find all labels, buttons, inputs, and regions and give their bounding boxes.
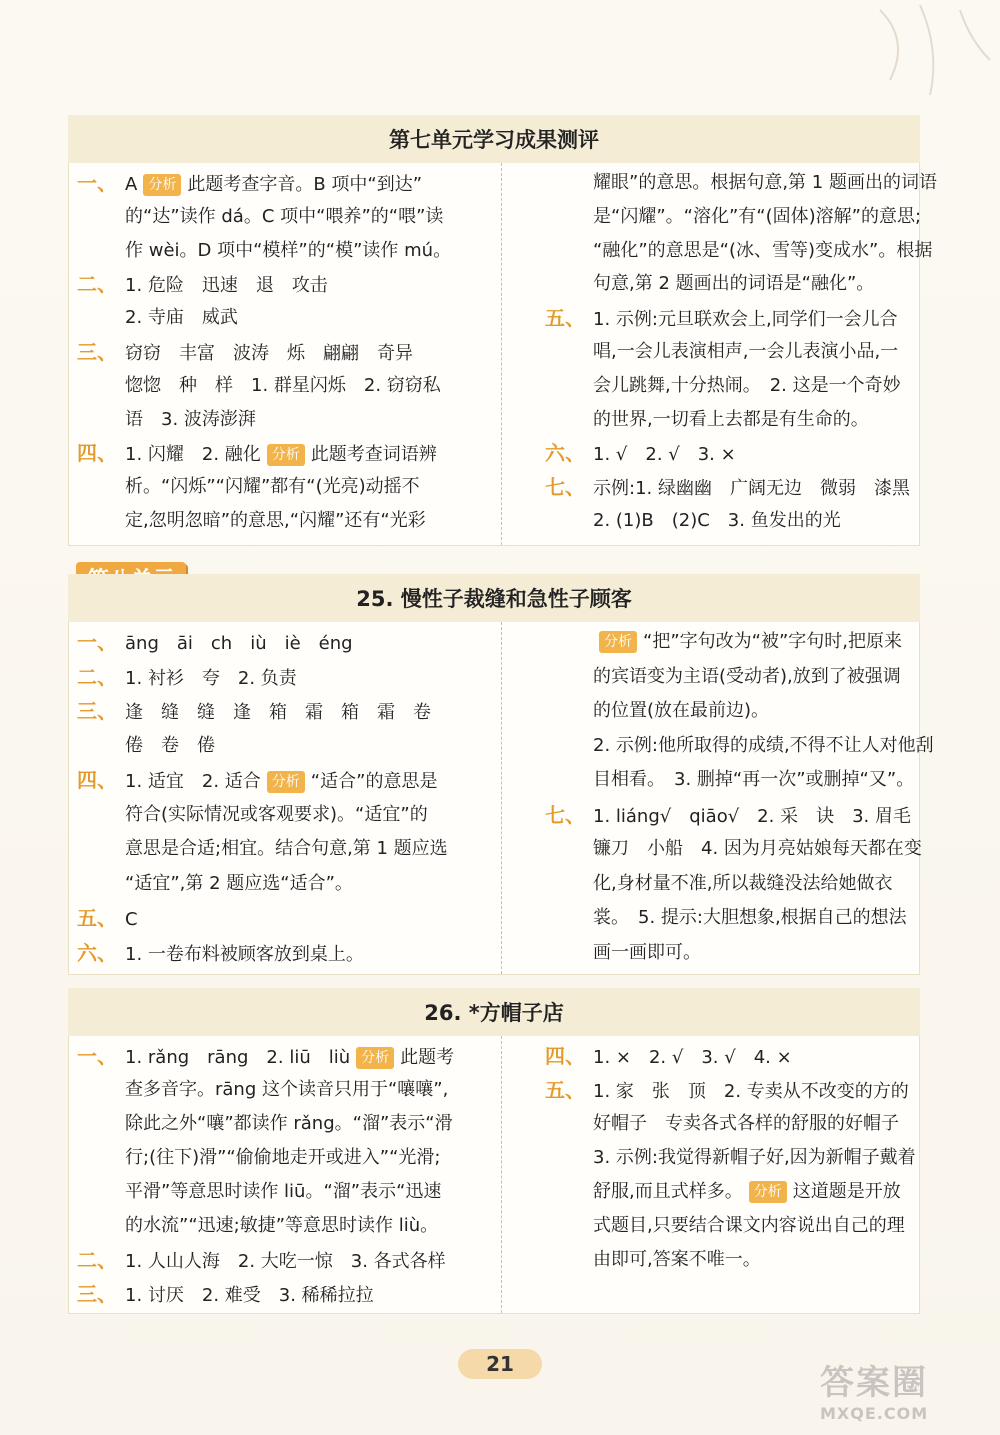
answer-line [545,936,917,970]
answer-text: 2. (1)B (2)C 3. 鱼发出的光 [593,510,841,531]
answer-line [77,1141,497,1175]
question-number: 七、 [545,802,585,827]
question-number: 三、 [77,1282,117,1306]
answer-text: 1. 人山人海 2. 大吃一惊 3. 各式各样 [125,1251,446,1272]
answer-line [545,267,917,301]
answer-line [545,1175,917,1209]
answer-line [545,832,922,866]
answer-text: 1. √ 2. √ 3. × [593,444,736,466]
answer-line [77,832,497,866]
question-number: 一、 [77,171,117,195]
analysis-tag: 分析 [599,631,637,653]
answer-line [545,200,922,234]
watermark-logo [820,1355,980,1425]
answer-text: 析。“闪烁”“闪耀”都有“(光亮)动摇不 [125,476,420,498]
analysis-tag: 分析 [267,771,305,793]
answer-line [77,1039,497,1073]
section-body [68,1036,920,1314]
answer-text: 1. 讨厌 2. 难受 3. 稀稀拉拉 [125,1285,374,1306]
answer-line [77,267,497,301]
answer-text: 惚惚 种 样 1. 群星闪烁 2. 窃窃私 [125,374,441,396]
right-column [545,163,937,545]
answer-line [545,660,917,694]
left-column [77,163,497,545]
answer-line [77,200,497,234]
answer-text: āng āi ch iù iè éng [125,633,353,654]
answer-text: 1. 一卷布料被顾客放到桌上。 [125,943,364,965]
answer-text: 1. liáng√ qiāo√ 2. 采 诀 3. 眉毛 [593,805,911,827]
answer-text: 逢 缝 缝 逢 箱 霜 箱 霜 卷 [125,702,431,723]
answer-text: 1. 衬衫 夸 2. 负责 [125,667,297,689]
answer-text: 意思是合适;相宜。结合句意,第 1 题应选 [125,838,448,859]
answer-line [545,867,917,901]
answer-line [77,763,497,797]
analysis-text: “把”字句改为“被”字句时,把原来 [643,631,903,652]
watermark-url: MXQE.COM [820,1404,929,1423]
answer-line [77,867,497,901]
answer-text: 倦 卷 倦 [125,734,215,756]
answer-text: 1. × 2. √ 3. √ 4. × [593,1047,792,1068]
answer-text: 会儿跳舞,十分热闹。 2. 这是一个奇妙 [593,374,901,396]
answer-line [545,901,917,935]
answer-text: 由即可,答案不唯一。 [593,1249,761,1270]
analysis-tag: 分析 [267,444,305,466]
answer-line [545,694,917,728]
answer-text: 1. 适宜 2. 适合 [125,771,261,792]
answer-text: 平滑”等意思时读作 liū。“溜”表示“迅速 [125,1181,442,1202]
section-body [68,622,934,975]
answer-text: 好帽子 专卖各式各样的舒服的好帽子 [593,1113,899,1134]
answer-line [77,1243,497,1277]
answer-text: 句意,第 2 题画出的词语是“融化”。 [593,273,875,295]
answer-line [77,403,497,437]
answer-line [77,369,497,403]
answer-line [77,1073,497,1107]
answer-text: 2. 示例:他所取得的成绩,不得不让人对他刮 [593,734,934,756]
question-number: 一、 [77,1044,117,1068]
answer-line [77,436,497,470]
question-number: 二、 [77,1248,117,1272]
analysis-text: “适合”的意思是 [310,771,438,792]
answer-text: “适宜”,第 2 题应选“适合”。 [125,872,353,894]
answer-text: 行;(往下)滑”“偷偷地走开或进入”“光滑; [125,1147,441,1168]
answer-line [77,901,497,935]
answer-line [77,166,497,200]
section-title: 第七单元学习成果测评 [68,115,920,165]
answer-line [545,504,917,538]
question-number: 二、 [77,664,117,689]
answer-text: “融化”的意思是“(冰、雪等)变成水”。根据 [593,239,933,261]
answer-text: 1. 家 张 顶 2. 专卖从不改变的方的 [593,1081,909,1102]
column-divider [501,1036,502,1313]
answer-line [545,335,917,369]
corner-decoration [870,0,1000,100]
answer-text: 的水流”“迅速;敏捷”等意思时读作 liù。 [125,1215,439,1236]
answer-line [545,1107,917,1141]
answer-text: 1. 闪耀 2. 融化 [125,444,261,466]
answer-text: 唱,一会儿表演相声,一会儿表演小品,一 [593,341,899,362]
answer-line [545,729,934,763]
question-number: 四、 [545,1044,585,1068]
answer-line [77,504,497,538]
answer-text: 符合(实际情况或客观要求)。“适宜”的 [125,803,428,825]
answer-text: 查多音字。rāng 这个读音只用于“嚷嚷”, [125,1079,449,1100]
question-number: 七、 [545,475,585,500]
column-divider [501,622,502,974]
analysis-tag: 分析 [356,1047,394,1069]
analysis-text: 此题考查字音。B 项中“到达” [187,174,423,195]
answer-line [77,1209,497,1243]
analysis-text: 这道题是开放 [792,1181,901,1202]
question-number: 六、 [77,940,117,965]
answer-text: 1. rǎng rāng 2. liū liù [125,1047,351,1068]
question-number: 四、 [77,768,117,792]
section-lesson26 [68,988,920,1313]
answer-line [77,301,497,335]
section-lesson25 [68,574,934,974]
answer-text: 耀眼”的意思。根据句意,第 1 题画出的词语 [593,172,937,193]
analysis-text: 此题考查词语辨 [310,444,437,466]
answer-line [545,1039,917,1073]
answer-line [77,625,497,659]
analysis-tag: 分析 [749,1181,787,1203]
answer-text: 化,身材量不准,所以裁缝没法给她做衣 [593,872,893,894]
answer-line [545,798,917,832]
answer-text: 3. 示例:我觉得新帽子好,因为新帽子戴着 [593,1147,916,1168]
answer-line [77,1107,497,1141]
answer-text: 的世界,一切看上去都是有生命的。 [593,408,869,430]
answer-line [545,763,917,797]
answer-line [545,470,917,504]
answer-text: A [125,174,138,195]
answer-line [77,729,497,763]
question-number: 五、 [545,1078,585,1102]
answer-text: 1. 示例:元旦联欢会上,同学们一会儿合 [593,309,898,331]
answer-text: 的宾语变为主语(受动者),放到了被强调 [593,665,901,687]
answer-text: 除此之外“嚷”都读作 rǎng。“溜”表示“滑 [125,1113,453,1134]
answer-text: 镰刀 小船 4. 因为月亮姑娘每天都在变 [593,838,922,859]
analysis-text: 此题考 [400,1047,455,1068]
answer-text: 画一画即可。 [593,941,701,963]
answer-line [77,234,497,268]
question-number: 六、 [545,441,585,466]
answer-text: 作 wèi。D 项中“模样”的“模”读作 mú。 [125,239,452,261]
section-title: 26. *方帽子店 [68,988,920,1038]
page-number: 21 [458,1349,542,1379]
right-column [545,1036,917,1313]
question-number: 一、 [77,630,117,654]
answer-text: 目相看。 3. 删掉“再一次”或删掉“又”。 [593,769,915,790]
answer-line [77,660,497,694]
answer-text: 式题目,只要结合课文内容说出自己的理 [593,1215,905,1236]
answer-text: 1. 危险 迅速 退 攻击 [125,275,328,297]
answer-line [545,369,917,403]
answer-line [545,1141,917,1175]
answer-text: C [125,909,138,930]
question-number: 三、 [77,340,117,364]
question-number: 五、 [545,306,585,331]
answer-line [545,166,937,200]
answer-text: 语 3. 波涛澎湃 [125,408,256,430]
section-title: 25. 慢性子裁缝和急性子顾客 [68,574,920,624]
answer-line [77,1277,497,1311]
column-divider [501,163,502,545]
answer-line [545,1243,917,1277]
section-unit7-test [68,115,937,545]
answer-text: 舒服,而且式样多。 [593,1181,743,1202]
answer-line [77,694,497,728]
answer-text: 是“闪耀”。“溶化”有“(固体)溶解”的意思; [593,205,922,227]
watermark-text: 答案圈 [820,1363,928,1403]
question-number: 四、 [77,441,117,466]
answer-text: 2. 寺庙 威武 [125,307,238,329]
answer-line [77,936,497,970]
section-body [68,163,937,546]
answer-line [545,403,917,437]
answer-text: 示例:1. 绿幽幽 广阔无边 微弱 漆黑 [593,478,910,500]
question-number: 五、 [77,906,117,930]
answer-line [545,234,933,268]
answer-line [77,470,497,504]
answer-line [545,1209,917,1243]
left-column [77,1036,497,1313]
answer-line [77,798,497,832]
question-number: 三、 [77,699,117,723]
answer-text: 的位置(放在最前边)。 [593,700,770,721]
answer-text: 窃窃 丰富 波涛 烁 翩翩 奇异 [125,343,413,364]
answer-line [545,1073,917,1107]
answer-line [545,436,917,470]
left-column [77,622,497,974]
answer-line [77,335,497,369]
answer-text: 的“达”读作 dá。C 项中“喂养”的“喂”读 [125,205,444,227]
analysis-tag: 分析 [143,174,181,196]
answer-line [77,1175,497,1209]
answer-line [545,625,917,659]
question-number: 二、 [77,272,117,297]
answer-text: 裳。 5. 提示:大胆想象,根据自己的想法 [593,907,907,928]
answer-text: 定,忽明忽暗”的意思,“闪耀”还有“光彩 [125,510,426,531]
right-column [545,622,934,974]
answer-line [545,301,917,335]
